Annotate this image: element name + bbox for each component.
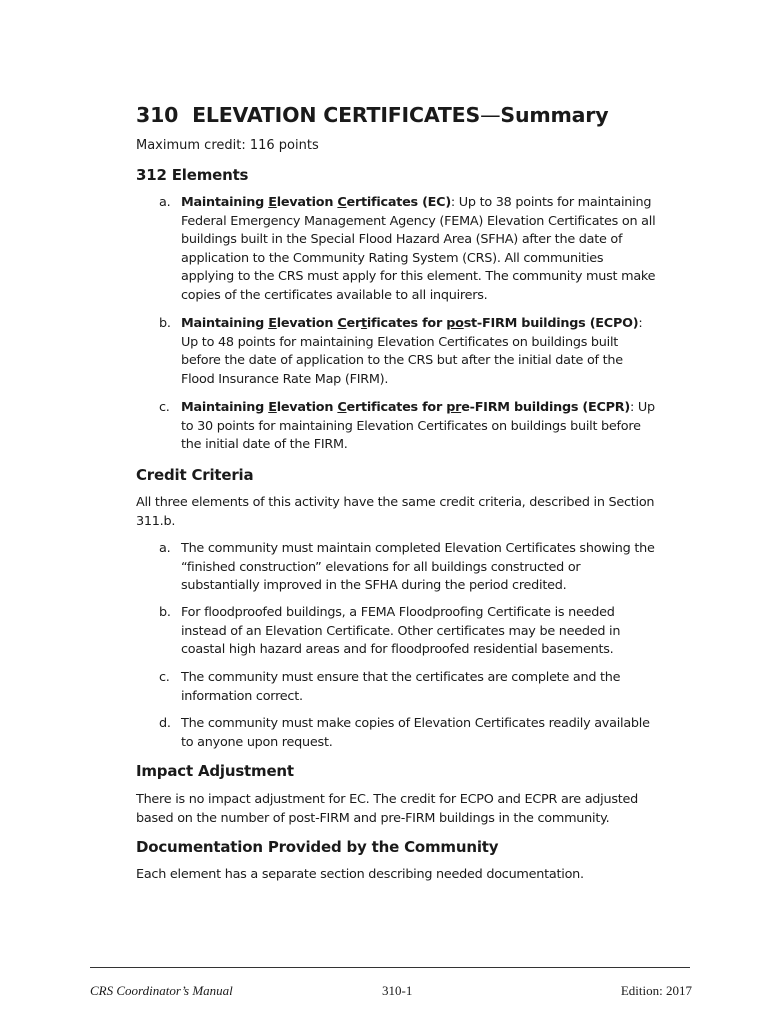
title-sub: Summary xyxy=(500,103,609,127)
criteria-text: The community must make copies of Elevation Certificates readily available to anyone upon request. xyxy=(181,716,650,750)
max-credit: Maximum credit: 116 points xyxy=(136,138,319,153)
criteria-list-c xyxy=(136,669,656,706)
criteria-text: The community must ensure that the certificates are complete and the information correct. xyxy=(181,670,621,704)
footer-edition: Edition: 2017 xyxy=(620,983,692,998)
page-title xyxy=(136,103,608,127)
element-text: Up to 38 points for maintaining Federal Emergency Management Agency (FEMA) Elevation Certificates on all buildings built in the Special Flood Hazard Area (SFHA) after the date of application to the Community Rating System (CRS). All communities applying to the CRS must apply for this element. The community must make copies of the certificates available to all inquirers. xyxy=(181,195,656,303)
footer-manual-title: CRS Coordinator’s Manual xyxy=(90,983,233,998)
list-marker: c. xyxy=(159,670,170,685)
criteria-text: The community must maintain completed Elevation Certificates showing the “finished construction” elevations for all buildings constructed or substantially improved in the SFHA during the period credited. xyxy=(181,541,655,594)
element-item-ec: a. Maintaining Elevation Certificates (EC): Up to 38 points for maintaining Federal Emergency Management Agency (FEMA) Elevation Certificates on all buildings built in the Special Flood Hazard Area (SFHA) after the date of application to the Community Rating System (CRS). All communities applying to the CRS must apply for this element. The community must make copies of the certificates available to all inquirers. xyxy=(159,195,656,303)
documentation-heading: Documentation Provided by the Community xyxy=(136,838,499,856)
element-text: Up to 48 points for maintaining Elevation Certificates on buildings built before the date of application to the CRS but after the initial date of the Flood Insurance Rate Map (FIRM). xyxy=(181,334,623,387)
element-item-ecpr: c. Maintaining Elevation Certificates for pre-FIRM buildings (ECPR): Up to 30 points for maintaining Elevation Certificates on buildings built before the initial date of the FIRM. xyxy=(159,400,655,453)
impact-text: There is no impact adjustment for EC. The credit for ECPO and ECPR are adjusted based on the number of post-FIRM and pre-FIRM buildings in the community. xyxy=(136,792,639,826)
credit-criteria-intro: All three elements of this activity have the same credit criteria, described in Section 311.b. xyxy=(136,495,655,529)
list-marker: c. xyxy=(159,400,170,415)
element-name: Maintaining Elevation Certificates for post-FIRM buildings (ECPO) xyxy=(181,316,639,331)
impact-heading: Impact Adjustment xyxy=(136,762,294,780)
documentation-text: Each element has a separate section describing needed documentation. xyxy=(136,867,584,882)
criteria-item xyxy=(136,669,656,706)
list-marker: b. xyxy=(159,316,171,331)
criteria-list-b xyxy=(136,604,656,660)
element-name: Maintaining Elevation Certificates (EC) xyxy=(181,195,451,210)
criteria-list-a xyxy=(136,540,656,596)
criteria-item xyxy=(136,604,656,660)
elements-heading: 312 Elements xyxy=(136,166,249,184)
criteria-item xyxy=(136,715,656,752)
credit-criteria-heading: Credit Criteria xyxy=(136,466,254,484)
list-marker: d. xyxy=(159,716,171,731)
element-text: Up to 30 points for maintaining Elevation Certificates on buildings built before the initial date of the FIRM. xyxy=(181,400,655,453)
list-marker: a. xyxy=(159,195,171,210)
criteria-text: For floodproofed buildings, a FEMA Floodproofing Certificate is needed instead of an Elevation Certificate. Other certificates may be needed in coastal high hazard areas and for floodproofed residential basements. xyxy=(181,605,621,658)
title-dash: — xyxy=(480,103,501,127)
title-number: 310 xyxy=(136,103,179,127)
elements-list-c xyxy=(136,399,656,455)
elements-list-b xyxy=(136,315,656,389)
element-item-ecpo: b. Maintaining Elevation Certificates for post-FIRM buildings (ECPO): Up to 48 points for maintaining Elevation Certificates on buildings built before the date of application to the CRS but after the initial date of the Flood Insurance Rate Map (FIRM). xyxy=(159,316,643,387)
elements-list xyxy=(136,194,656,306)
title-main: ELEVATION CERTIFICATES xyxy=(192,103,481,127)
footer-divider xyxy=(90,967,690,968)
criteria-list-d xyxy=(136,715,656,752)
criteria-item xyxy=(136,540,656,596)
list-marker: a. xyxy=(159,541,171,556)
footer-page-number: 310-1 xyxy=(382,983,413,998)
element-name: Maintaining Elevation Certificates for pre-FIRM buildings (ECPR) xyxy=(181,400,630,415)
list-marker: b. xyxy=(159,605,171,620)
